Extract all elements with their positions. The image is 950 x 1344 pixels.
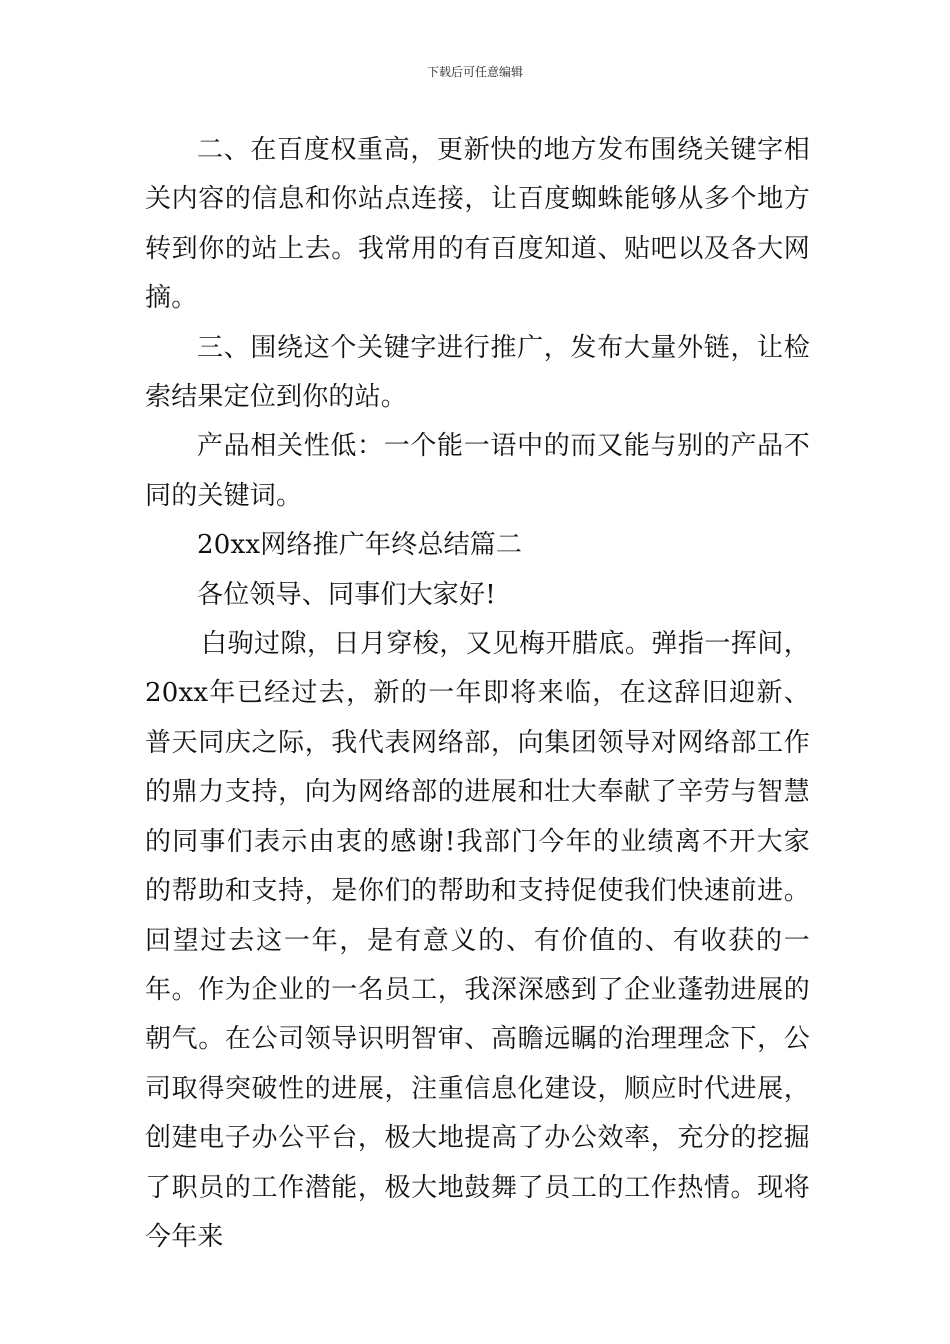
- document-body: [145, 126, 810, 1262]
- paragraph-baidu-publish: 二、在百度权重高，更新快的地方发布围绕关键字相关内容的信息和你站点连接，让百度蜘蛛能够从多个地方转到你的站上去。我常用的有百度知道、贴吧以及各大网摘。: [145, 135, 810, 314]
- paragraph-keyword-promotion: 三、围绕这个关键字进行推广，发布大量外链，让检索结果定位到你的站。: [145, 332, 810, 413]
- paragraph-year-review: 白驹过隙，日月穿梭，又见梅开腊底。弹指一挥间，20xx年已经过去，新的一年即将来临，在这辞旧迎新、普天同庆之际，我代表网络部，向集团领导对网络部工作的鼎力支持，向为网络部的进展和壮大奉献了辛劳与智慧的同事们表示由衷的感谢!我部门今年的业绩离不开大家的帮助和支持，是你们的帮助和支持促使我们快速前进。回望过去这一年，是有意义的、有价值的、有收获的一年。作为企业的一名员工，我深深感到了企业蓬勃进展的朝气。在公司领导识明智审、高瞻远瞩的治理理念下，公司取得突破性的进展，注重信息化建设，顺应时代进展，创建电子办公平台，极大地提高了办公效率，充分的挖掘了职员的工作潜能，极大地鼓舞了员工的工作热情。现将今年来: [145, 629, 810, 1252]
- page-header-note: 下载后可任意编辑: [426, 65, 523, 79]
- paragraph-product-relevance: 产品相关性低：一个能一语中的而又能与别的产品不同的关键词。: [145, 431, 810, 511]
- greeting: 各位领导、同事们大家好!: [197, 579, 496, 610]
- section-title: 20xx网络推广年终总结篇二: [197, 530, 523, 561]
